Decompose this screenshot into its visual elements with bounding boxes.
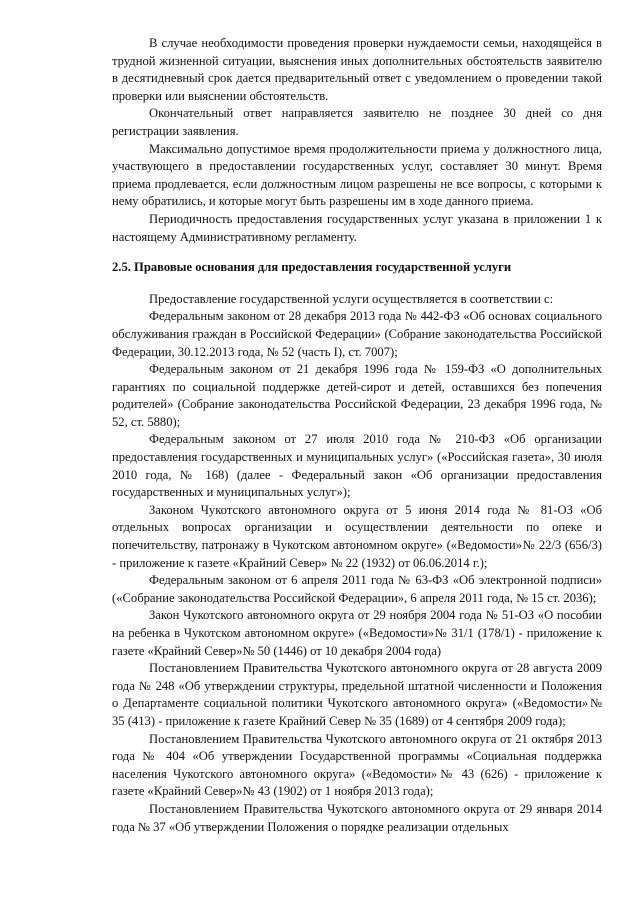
paragraph-reception-time: Максимально допустимое время продолжительности приема у должностного лица, участвующего в предоставлении государственных услуг, составляет 30 минут. Время приема продлевается, если должностным лицом разрешены не все вопросы, с которыми к нему обратились, и которые могут быть разрешены им в ходе данного приема. [112,141,602,209]
paragraph-law-81-oz: Законом Чукотского автономного округа от 5 июня 2014 года № 81-ОЗ «Об отдельных вопросах организации и осуществлении деятельности по опеке и попечительству, патронажу в Чукотском автономном округе» («Ведомости»№ 22/3 (656/3) - приложение к газете «Крайний Север» № 22 (1932) от 06.06.2014 г.); [112,502,602,570]
document-body [112,35,602,836]
paragraph-law-442: Федеральным законом от 28 декабря 2013 года № 442-ФЗ «Об основах социального обслуживания граждан в Российской Федерации» (Собрание законодательства Российской Федерации, 30.12.2013 года, № 52 (часть I), ст. 7007); [112,309,602,359]
paragraph-resolution-404: Постановлением Правительства Чукотского автономного округа от 21 октября 2013 года № 404 «Об утверждении Государственной программы «Социальная поддержка населения Чукотского автономного округа» («Ведомости»№ 43 (626) - приложение к газете «Крайний Север»№ 43 (1902) от 1 ноября 2013 года); [112,731,602,799]
paragraph-law-63: Федеральным законом от 6 апреля 2011 года № 63-ФЗ «Об электронной подписи» («Собрание законодательства Российской Федерации», 6 апреля 2011 года, № 15 ст. 2036); [112,573,602,605]
paragraph-verification-notice: В случае необходимости проведения проверки нуждаемости семьи, находящейся в трудной жизненной ситуации, выяснения иных дополнительных обстоятельств заявителю в десятидневный срок дается предварительный ответ с уведомлением о проведении такой проверки или выяснении обстоятельств. [112,36,602,103]
paragraph-law-159: Федеральным законом от 21 декабря 1996 года № 159-ФЗ «О дополнительных гарантиях по социальной поддержке детей-сирот и детей, оставшихся без попечения родителей» (Собрание законодательства Российской Федерации, 23 декабря 1996 года, № 52, ст. 5880); [112,362,602,429]
paragraph-resolution-37: Постановлением Правительства Чукотского автономного округа от 29 января 2014 года № 37 «Об утверждении Положения о порядке реализации отдельных [112,801,602,834]
paragraph-law-210: Федеральным законом от 27 июля 2010 года № 210-ФЗ «Об организации предоставления государственных и муниципальных услуг» («Российская газета», 30 июля 2010 года, № 168) (далее - Федеральный закон «Об организации предоставления государственных и муниципальных услуг»); [112,432,602,500]
section-title: 2.5. Правовые основания для предоставления государственной услуги [112,260,512,275]
paragraph-legal-basis-intro: Предоставление государственной услуги осуществляется в соответствии с: [149,291,554,306]
paragraph-resolution-248: Постановлением Правительства Чукотского автономного округа от 28 августа 2009 года № 248 «Об утверждении структуры, предельной штатной численности и Положения о Департаменте социальной политики Чукотского автономного округа» («Ведомости»№ 35 (413) - приложение к газете Крайний Север № 35 (1689) от 4 сентября 2009 года); [112,661,602,728]
paragraph-periodicity: Периодичность предоставления государственных услуг указана в приложении 1 к настоящему Административному регламенту. [112,211,602,244]
paragraph-law-51-oz: Закон Чукотского автономного округа от 29 ноября 2004 года № 51-ОЗ «О пособии на ребенка в Чукотском автономном округе» («Ведомости»№ 31/1 (178/1) - приложение к газете «Крайний Север»№ 50 (1446) от 10 декабря 2004 года) [112,608,602,658]
paragraph-final-answer: Окончательный ответ направляется заявителю не позднее 30 дней со дня регистрации заявления. [112,106,602,138]
